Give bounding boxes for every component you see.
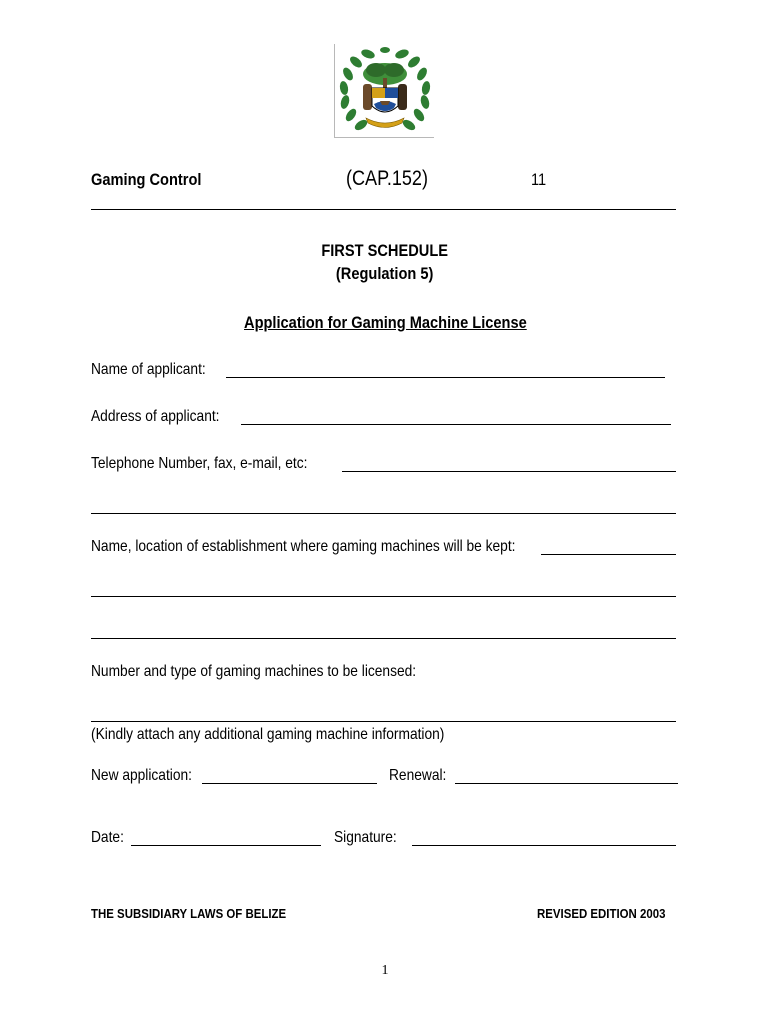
form-title: Application for Gaming Machine License	[243, 313, 527, 332]
date-label: Date:	[91, 829, 124, 846]
telephone-field-continued[interactable]	[91, 513, 676, 514]
applicant-address-label: Address of applicant:	[91, 408, 220, 425]
page-number: 1	[381, 963, 389, 978]
new-application-field[interactable]	[202, 783, 377, 784]
applicant-name-label: Name of applicant:	[91, 361, 206, 378]
telephone-label: Telephone Number, fax, e-mail, etc:	[91, 455, 308, 472]
signature-label: Signature:	[334, 829, 397, 846]
renewal-label: Renewal:	[389, 767, 447, 784]
footer-right: REVISED EDITION 2003	[537, 906, 666, 921]
renewal-field[interactable]	[455, 783, 678, 784]
establishment-field-line-2[interactable]	[91, 596, 676, 597]
date-field[interactable]	[131, 845, 321, 846]
machines-field[interactable]	[91, 721, 676, 722]
applicant-name-field[interactable]	[226, 377, 665, 378]
running-header-title: Gaming Control	[91, 170, 202, 189]
establishment-field[interactable]	[541, 554, 676, 555]
establishment-field-line-3[interactable]	[91, 638, 676, 639]
chapter-reference: (CAP.152)	[346, 167, 428, 190]
new-application-label: New application:	[91, 767, 192, 784]
footer-left: THE SUBSIDIARY LAWS OF BELIZE	[91, 906, 287, 921]
telephone-field[interactable]	[342, 471, 676, 472]
machines-label: Number and type of gaming machines to be licensed:	[91, 663, 417, 680]
header-page-number: 11	[531, 170, 547, 189]
signature-field[interactable]	[412, 845, 676, 846]
belize-coat-of-arms-icon	[336, 44, 434, 138]
schedule-title: FIRST SCHEDULE	[321, 241, 449, 260]
attach-note: (Kindly attach any additional gaming machine information)	[91, 726, 445, 743]
establishment-label: Name, location of establishment where gaming machines will be kept:	[91, 538, 516, 555]
header-rule	[91, 209, 676, 210]
applicant-address-field[interactable]	[241, 424, 671, 425]
schedule-regulation: (Regulation 5)	[336, 264, 434, 283]
